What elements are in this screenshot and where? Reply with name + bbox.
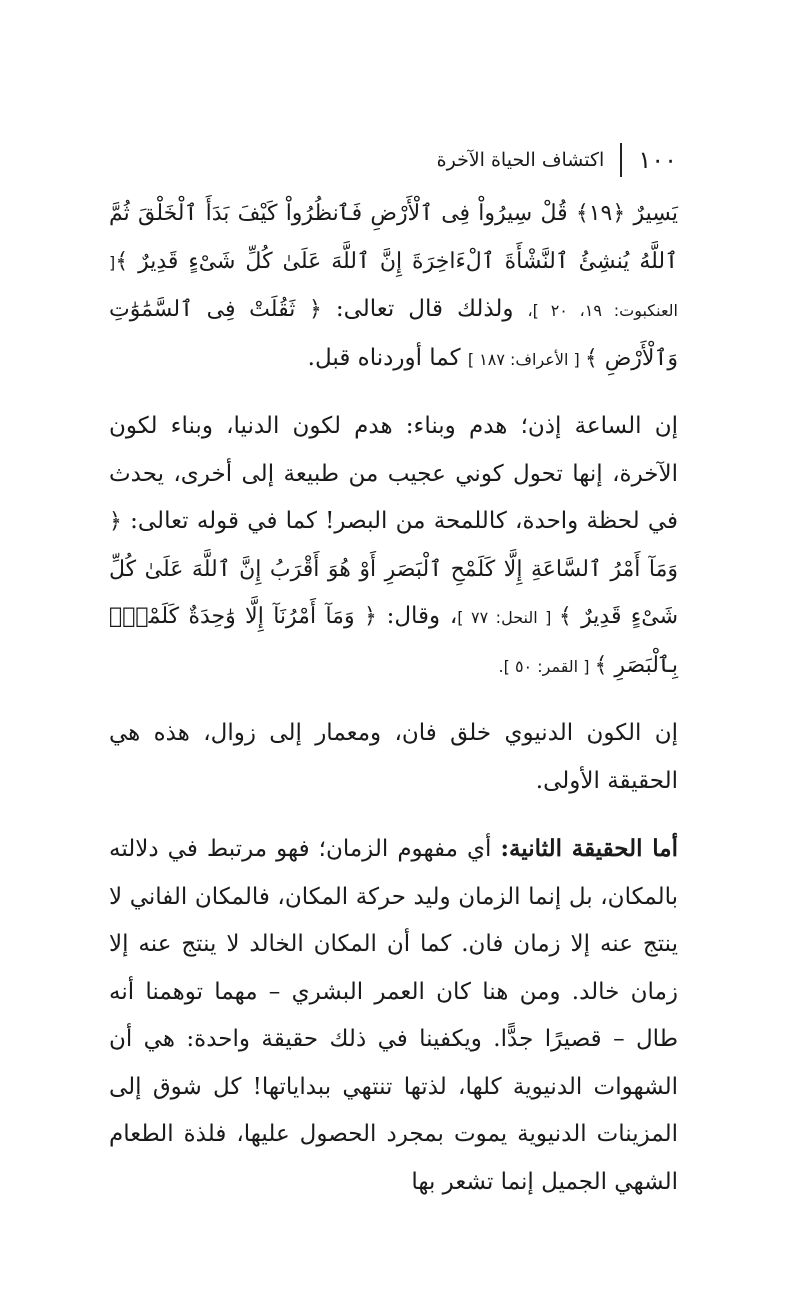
paragraph-4 <box>109 825 678 1206</box>
paragraph-text: ، وقال: <box>376 603 458 629</box>
running-title: اكتشاف الحياة الآخرة <box>436 149 605 171</box>
paragraph-text: ولذلك قال تعالى: <box>321 296 514 322</box>
verse-reference: [ الأعراف: ١٨٧ ] <box>467 349 585 369</box>
header-divider <box>620 143 622 177</box>
verse-reference: [ العنكبوت: ١٩، ٢٠ ]، <box>109 252 678 320</box>
paragraph-text: إن الساعة إذن؛ هدم وبناء: هدم لكون الدنيا، وبناء لكون الآخرة، إنها تحول كوني عجيب من طبيعة إلى أخرى، يحدث في لحظة واحدة، كاللمحة من البصر! كما في قوله تعالى: <box>109 413 678 534</box>
paragraph-2 <box>109 403 678 690</box>
paragraph-3: إن الكون الدنيوي خلق فان، ومعمار إلى زوال، هذه هي الحقيقة الأولى. <box>109 720 678 794</box>
verse-reference: [ النحل: ٧٧ ] <box>457 608 559 627</box>
paragraph-1 <box>109 190 678 383</box>
verse-reference: [ القمر: ٥٠ ]. <box>498 656 595 676</box>
page-body <box>109 190 678 1206</box>
page-number: ١٠٠ <box>638 146 677 174</box>
quran-verse: يَسِيرٌ ﴿١٩﴾ قُلْ سِيرُواْ فِى ٱلْأَرْضِ فَٱنظُرُواْ كَيْفَ بَدَأَ ٱلْخَلْقَ ثُمَّ ٱللَّهُ يُنشِئُ ٱلنَّشْأَةَ ٱلْءَاخِرَةَ إِنَّ ٱللَّهَ عَلَىٰ كُلِّ شَىْءٍ قَدِيرٌ ﴾ <box>109 201 679 274</box>
paragraph-text: كما أوردناه قبل. <box>307 344 468 371</box>
quran-verse: ﴿ ثَقُلَتْ فِى ٱلسَّمَٰوَٰتِ وَٱلْأَرْضِ ﴾ <box>109 297 678 371</box>
paragraph-lead: أما الحقيقة الثانية: <box>500 835 678 862</box>
page-header <box>110 140 677 180</box>
quran-verse: ﴿ وَمَآ أَمْرُنَآ إِلَّا وَٰحِدَةٌ كَلَمْحٍۭ بِٱلْبَصَرِ ﴾ <box>109 604 678 678</box>
quran-verse: ﴿ وَمَآ أَمْرُ ٱلسَّاعَةِ إِلَّا كَلَمْحِ ٱلْبَصَرِ أَوْ هُوَ أَقْرَبُ إِنَّ ٱللَّهَ عَلَىٰ كُلِّ شَىْءٍ قَدِيرٌ ﴾ <box>109 509 679 629</box>
paragraph-text: أي مفهوم الزمان؛ فهو مرتبط في دلالته بالمكان، بل إنما الزمان وليد حركة المكان، فالمكان الفاني لا ينتج عنه إلا زمان فان. كما أن المكان الخالد لا ينتج عنه إلا زمان خالد. ومن هنا كان العمر البشري – مهما توهمنا أنه طال – قصيرًا جدًّا. ويكفينا في ذلك حقيقة واحدة: هي أن الشهوات الدنيوية كلها، لذتها تنتهي ببداياتها! كل شوق إلى المزينات الدنيوية يموت بمجرد الحصول عليها، فلذة الطعام الشهي الجميل إنما تشعر بها <box>109 836 678 1195</box>
